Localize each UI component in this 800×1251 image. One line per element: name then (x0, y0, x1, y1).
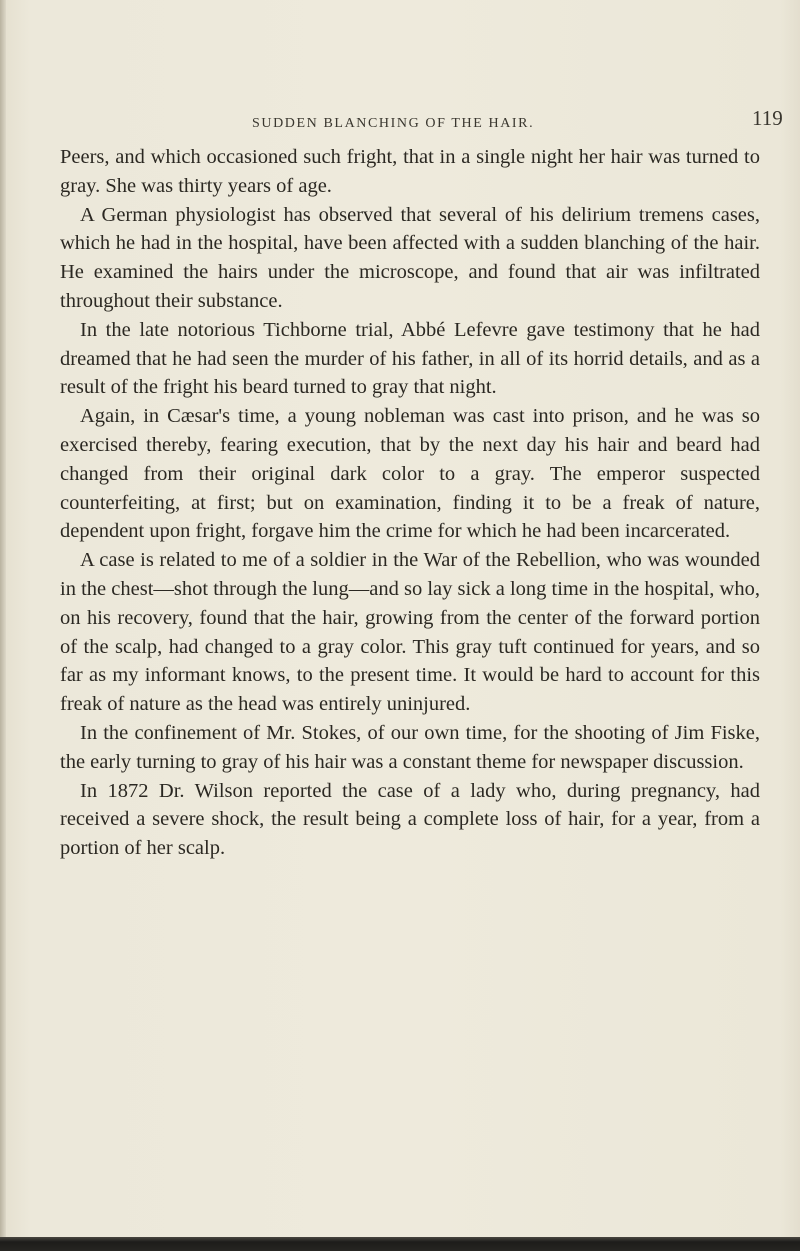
paragraph-7: In 1872 Dr. Wilson reported the case of a lady who, during pregnancy, had received a severe shock, the result being a complete loss of hair, for a year, from a portion of her scalp. (60, 779, 760, 860)
paragraph-4: Again, in Cæsar's time, a young nobleman was cast into prison, and he was so exercised thereby, fearing execution, that by the next day his hair and beard had changed from their original dark color to a gray. The emperor suspected counterfeiting, at first; but on examination, finding it to be a freak of nature, dependent upon fright, forgave him the crime for which he had been incarcerated. (60, 405, 760, 543)
paragraph-1: Peers, and which occasioned such fright, that in a single night her hair was turned to gray. She was thirty years of age. (60, 146, 760, 197)
page-gutter-shadow (0, 0, 6, 1251)
paragraph-6: In the confinement of Mr. Stokes, of our own time, for the shooting of Jim Fiske, the early turning to gray of his hair was a constant theme for newspaper discussion. (60, 721, 760, 773)
running-head: SUDDEN BLANCHING OF THE HAIR. (252, 116, 535, 131)
page-number: 119 (752, 106, 783, 130)
body-text (60, 143, 760, 863)
scan-bottom-edge (0, 1237, 800, 1251)
paragraph-2: A German physiologist has observed that several of his delirium tremens cases, which he had in the hospital, have been affected with a sudden blanching of the hair. He examined the hairs under the microscope, and found that air was infiltrated throughout their substance. (60, 203, 760, 312)
paragraph-5: A case is related to me of a soldier in the War of the Rebellion, who was wounded in the chest—shot through the lung—and so lay sick a long time in the hospital, who, on his recovery, found that the hair, growing from the center of the forward portion of the scalp, had changed to a gray color. This gray tuft continued for years, and so far as my informant knows, to the present time. It would be hard to account for this freak of nature as the head was entirely uninjured. (60, 549, 760, 716)
paragraph-3: In the late notorious Tichborne trial, Abbé Lefevre gave testimony that he had dreamed that he had seen the murder of his father, in all of its horrid details, and as a result of the fright his beard turned to gray that night. (60, 318, 760, 399)
